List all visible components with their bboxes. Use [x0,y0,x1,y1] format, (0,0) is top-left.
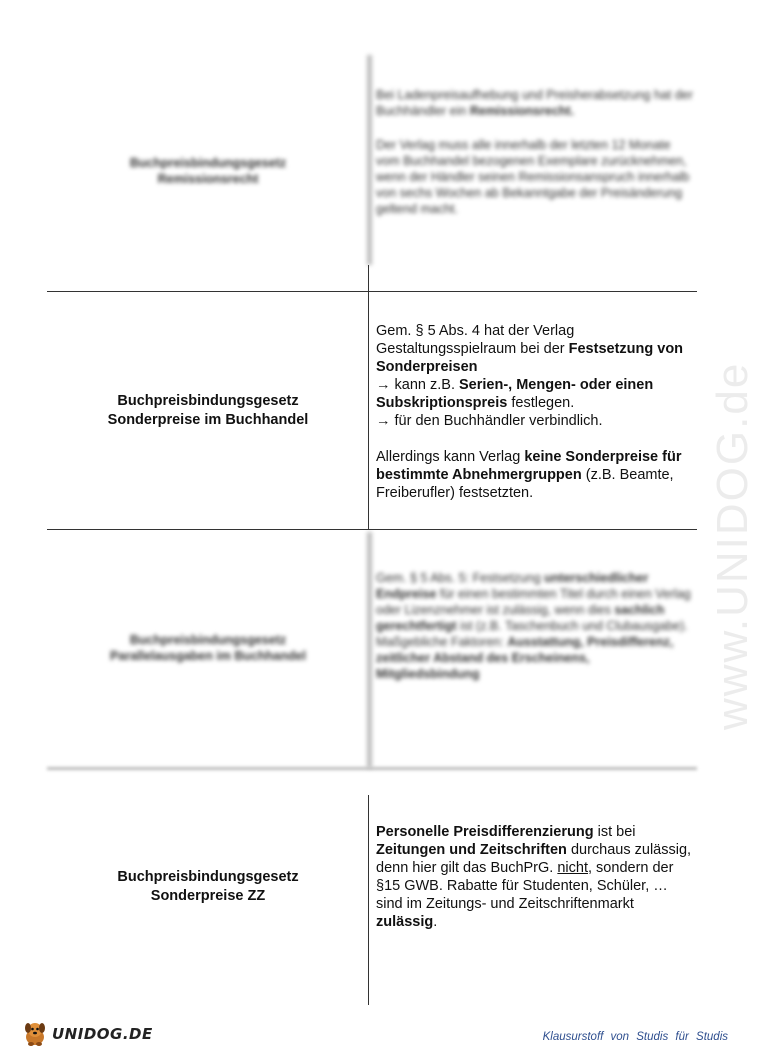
card-text: Bei Ladenpreisaufhebung und Preisherabsetzung hat der Buchhändler ein Remissionsrecht. Der Verlag muss alle innerhalb der letzten 12 Monate vom Buchhandel bezogenen Exemplare zurücknehmen, wenn der Händler seinen Remissionsanspruch innerhalb von sechs Wochen ab Bekanntgabe der Preisänderung geltend macht. [376,88,693,216]
watermark: www.UNIDOG.de [708,361,757,730]
footer-tagline: Klausurstoff von Studis für Studis [542,1031,728,1043]
unidog-logo [20,1018,153,1050]
card-text: Gem. § 5 Abs. 5: Festsetzung unterschiedlicher Endpreise für einen bestimmten Titel durch einen Verlag oder Lizenznehmer ist zulässig, wenn dies sachlich gerechtfertigt ist (z.B. Taschenbuch und Clubausgabe). Maßgebliche Faktoren: Ausstattung, Preisdifferenz, zeitlicher Abstand des Erscheinens, Mitgliedsbindung [376,571,691,681]
card-text: Personelle Preisdifferenzierung ist bei Zeitungen und Zeitschriften durchaus zulässig, denn hier gilt das BuchPrG. nicht, sondern der §15 GWB. Rabatte für Studenten, Schüler, … sind im Zeitungs- und Zeitschriftenmarkt zulässig. [376,824,692,930]
card-text: Gem. § 5 Abs. 4 hat der Verlag Gestaltungsspielraum bei der Festsetzung von Sonderpreisen → kann z.B. Serien-, Mengen- oder einen Subskriptionspreis festlegen. → für den Buchhändler verbindlich. Allerdings kann Verlag keine Sonderpreise für bestimmte Abnehmergruppen (z.B. Beamte, Freiberufler) festsetzten. [376,323,684,501]
dog-logo-icon [20,1019,50,1049]
card-title: Buchpreisbindungsgesetz Remissionsrecht [129,156,287,186]
logo-text: UNIDOG.DE [52,1025,153,1043]
row-divider [47,767,697,770]
column-divider [368,265,369,530]
column-divider [367,55,372,265]
column-divider [367,532,372,768]
row-divider [47,291,697,292]
row-divider [47,529,697,530]
card-title: Buchpreisbindungsgesetz Sonderpreise im Buchhandel [107,393,309,428]
card-title: Buchpreisbindungsgesetz Sonderpreise ZZ [117,869,299,904]
column-divider [368,795,369,1005]
card-title: Buchpreisbindungsgesetz Parallelausgaben im Buchhandel [110,633,306,663]
